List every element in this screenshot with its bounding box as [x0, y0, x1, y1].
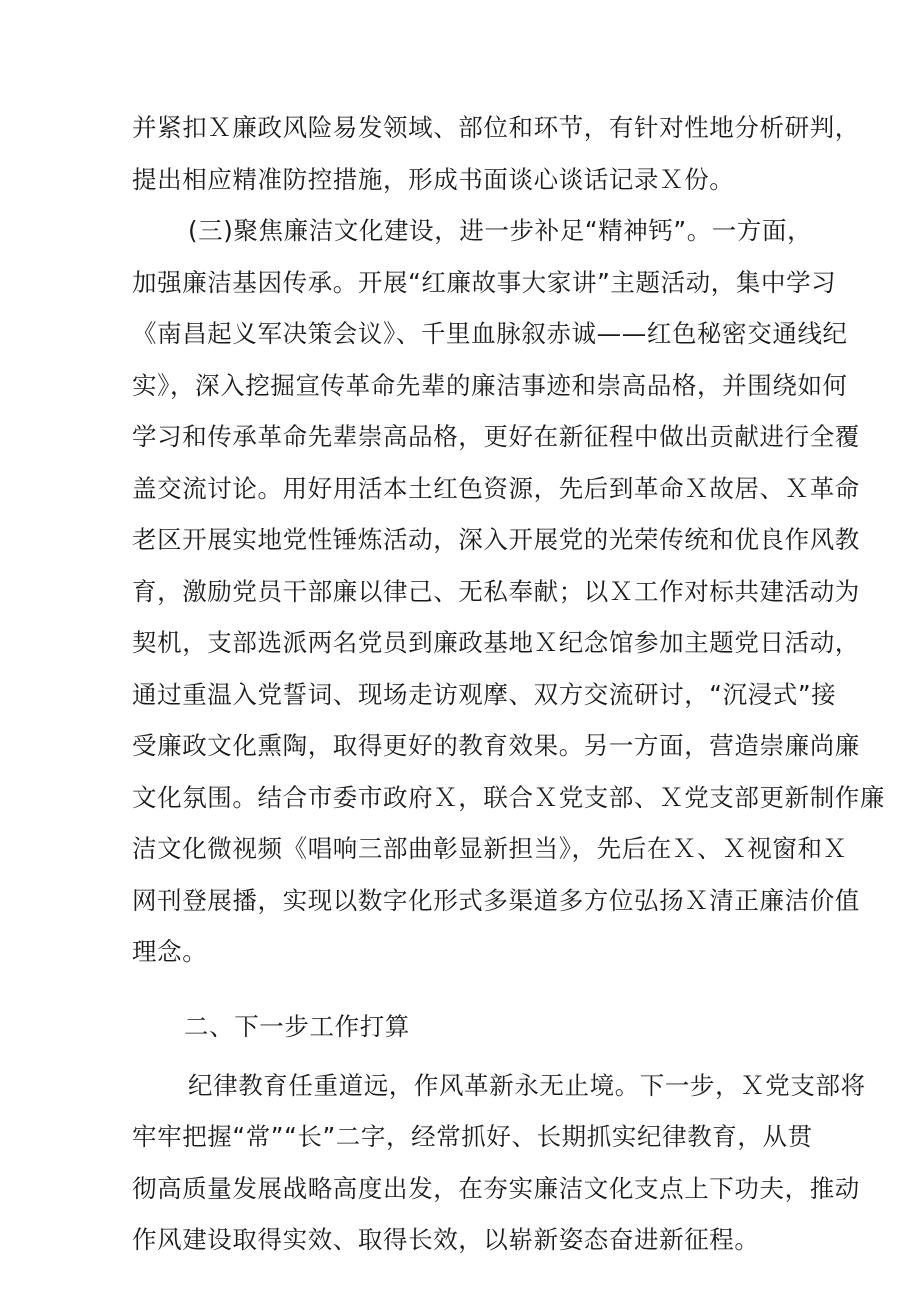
paragraph-2-line-11: 受廉政文化熏陶，取得更好的教育效果。另一方面，营造崇廉尚廉	[132, 731, 860, 760]
paragraph-2-line-8: 育，激励党员干部廉以律己、无私奉献；以Ｘ工作对标共建活动为	[132, 577, 860, 606]
paragraph-2-line-3: 《南昌起义军决策会议》、千里血脉叙赤诚——红色秘密交通线纪	[132, 319, 848, 348]
paragraph-2-line-15: 理念。	[132, 937, 208, 966]
paragraph-3-line-3: 彻高质量发展战略高度出发，在夯实廉洁文化支点上下功夫，推动	[132, 1174, 860, 1203]
paragraph-2-line-7: 老区开展实地党性锤炼活动，深入开展党的光荣传统和优良作风教	[132, 525, 860, 554]
paragraph-2-line-13: 洁文化微视频《唱响三部曲彰显新担当》，先后在Ｘ、Ｘ视窗和Ｘ	[132, 834, 848, 863]
paragraph-3-line-4: 作风建设取得实效、取得长效，以崭新姿态奋进新征程。	[132, 1225, 760, 1254]
paragraph-2-line-2: 加强廉洁基因传承。开展“红廉故事大家讲”主题活动，集中学习	[132, 268, 837, 297]
paragraph-2-line-1: (三)聚焦廉洁文化建设，进一步补足“精神钙”。一方面，	[188, 216, 813, 245]
paragraph-2-line-9: 契机，支部选派两名党员到廉政基地Ｘ纪念馆参加主题党日活动，	[132, 628, 860, 657]
paragraph-2-line-10: 通过重温入党誓词、现场走访观摩、双方交流研讨，“沉浸式”接	[132, 680, 837, 709]
paragraph-1-line-1: 并紧扣Ｘ廉政风险易发领域、部位和环节，有针对性地分析研判，	[132, 113, 860, 142]
paragraph-2-line-4: 实》，深入挖掘宣传革命先辈的廉洁事迹和崇高品格，并围绕如何	[132, 371, 848, 400]
paragraph-1-line-2: 提出相应精准防控措施，形成书面谈心谈话记录Ｘ份。	[132, 165, 735, 194]
paragraph-2-line-12: 文化氛围。结合市委市政府Ｘ，联合Ｘ党支部、Ｘ党支部更新制作廉	[132, 783, 885, 812]
paragraph-2-line-6: 盖交流讨论。用好用活本土红色资源，先后到革命Ｘ故居、Ｘ革命	[132, 474, 860, 503]
section-heading: 二、下一步工作打算	[184, 1012, 410, 1041]
paragraph-2-line-5: 学习和传承革命先辈崇高品格，更好在新征程中做出贡献进行全覆	[132, 422, 860, 451]
paragraph-2-line-14: 网刊登展播，实现以数字化形式多渠道多方位弘扬Ｘ清正廉洁价值	[132, 886, 860, 915]
paragraph-3-line-2: 牢牢把握“常”“长”二字，经常抓好、长期抓实纪律教育，从贯	[132, 1122, 813, 1151]
paragraph-3-line-1: 纪律教育任重道远，作风革新永无止境。下一步，Ｘ党支部将	[188, 1071, 866, 1100]
